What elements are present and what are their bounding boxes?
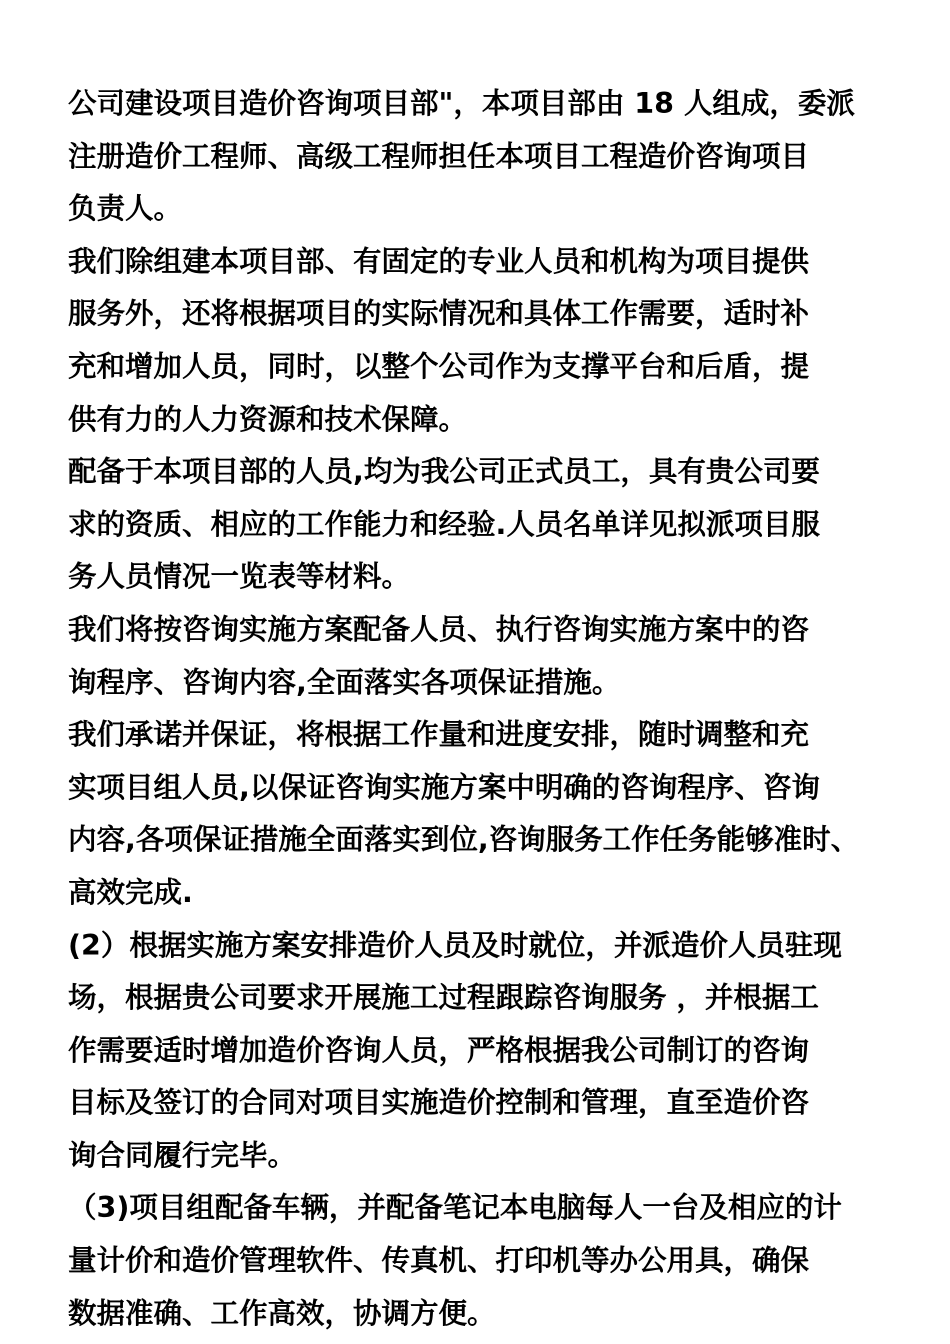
text-line: 数据准确、工作高效，协调方便。 [68,1296,496,1330]
text-line: 充和增加人员，同时，以整个公司作为支撑平台和后盾，提 [68,349,810,383]
text-line: 服务外，还将根据项目的实际情况和具体工作需要，适时补 [68,297,810,331]
text-line: 配备于本项目部的人员,均为我公司正式员工，具有贵公司要 [68,455,820,489]
text-line: (2）根据实施方案安排造价人员及时就位，并派造价人员驻现 [68,928,842,962]
text-line: 内容,各项保证措施全面落实到位,咨询服务工作任务能够准时、 [68,823,860,857]
text-line: 我们承诺并保证，将根据工作量和进度安排，随时调整和充 [68,718,810,752]
body-text [68,78,888,1340]
text-line: 场，根据贵公司要求开展施工过程跟踪咨询服务 ，并根据工 [68,981,819,1015]
text-line: （3)项目组配备车辆，并配备笔记本电脑每人一台及相应的计 [68,1191,842,1225]
text-line: 务人员情况一览表等材料。 [68,560,411,594]
text-line: 量计价和造价管理软件、传真机、打印机等办公用具，确保 [68,1244,810,1278]
text-line: 供有力的人力资源和技术保障。 [68,402,468,436]
text-line: 求的资质、相应的工作能力和经验.人员名单详见拟派项目服 [68,507,820,541]
text-line: 负责人。 [68,192,183,226]
text-line: 目标及签订的合同对项目实施造价控制和管理，直至造价咨 [68,1086,810,1120]
text-line: 询程序、咨询内容,全面落实各项保证措施。 [68,665,621,699]
text-line: 公司建设项目造价咨询项目部"，本项目部由 18 人组成，委派 [68,87,855,120]
text-line: 作需要适时增加造价咨询人员，严格根据我公司制订的咨询 [68,1033,810,1067]
text-line: 我们将按咨询实施方案配备人员、执行咨询实施方案中的咨 [68,612,810,646]
text-line: 高效完成. [68,875,193,909]
text-line: 询合同履行完毕。 [68,1138,297,1172]
text-line: 实项目组人员,以保证咨询实施方案中明确的咨询程序、咨询 [68,770,820,804]
text-line: 我们除组建本项目部、有固定的专业人员和机构为项目提供 [68,244,810,278]
text-line: 注册造价工程师、高级工程师担任本项目工程造价咨询项目 [68,139,810,173]
